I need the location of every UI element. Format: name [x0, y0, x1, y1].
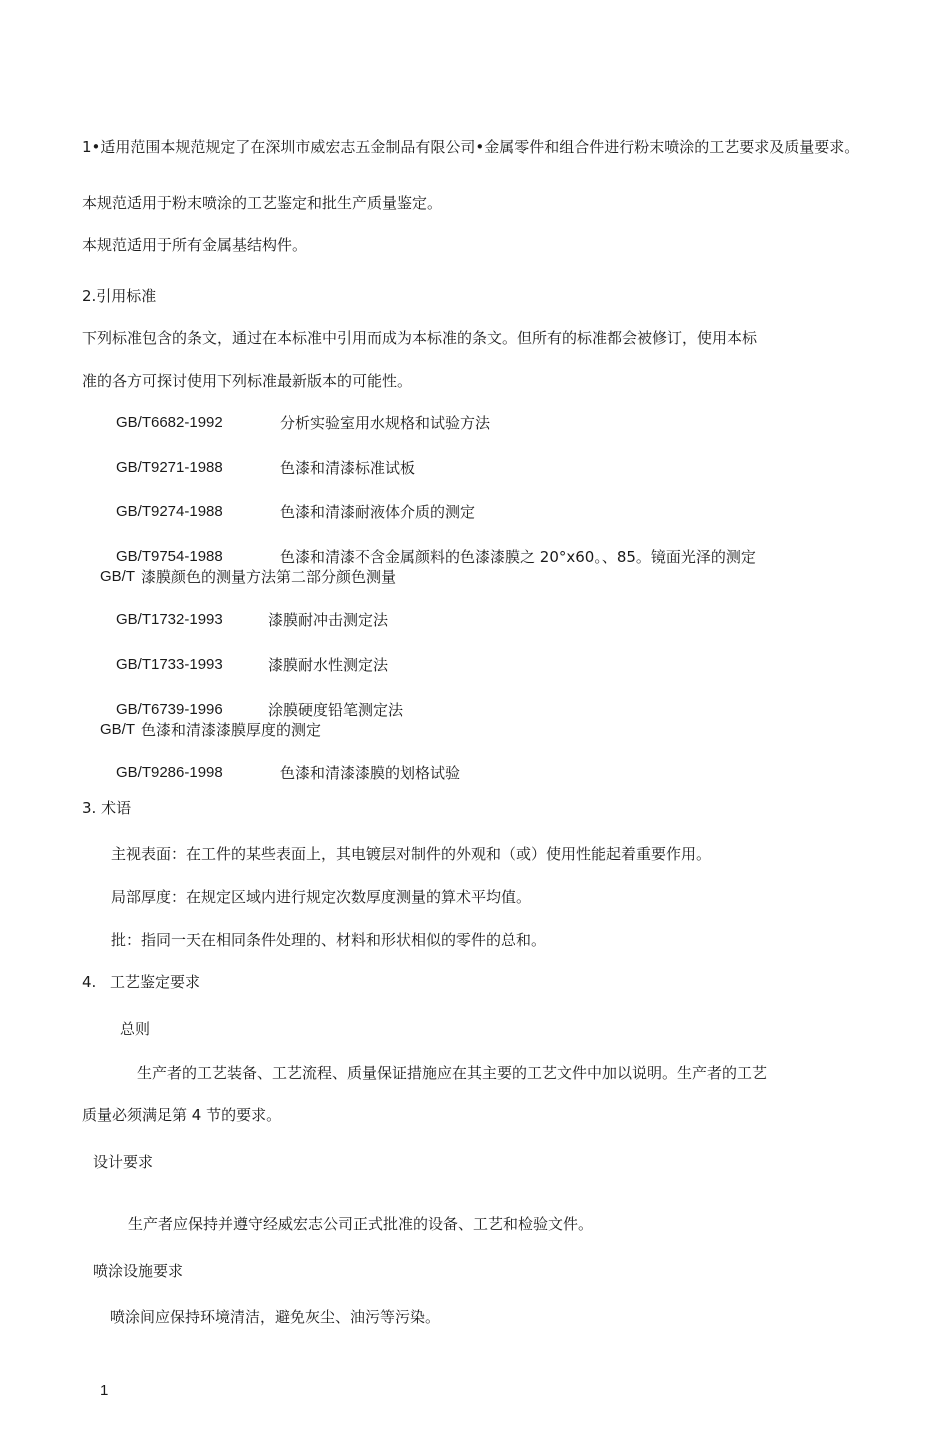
- ref-title-1: 分析实验室用水规格和试验方法: [280, 414, 491, 432]
- ref-title-8: 涂膜硬度铅笔测定法: [268, 701, 404, 719]
- term-batch: 批：指同一天在相同条件处理的、材料和形状相似的零件的总和。: [111, 931, 547, 949]
- ref-title-10: 色漆和清漆漆膜的划格试验: [280, 764, 461, 782]
- ref-code-6: GB/T1732-1993: [116, 611, 223, 628]
- general-text-line1: 生产者的工艺装备、工艺流程、质量保证措施应在其主要的工艺文件中加以说明。生产者的工艺: [137, 1064, 768, 1082]
- ref-code-7: GB/T1733-1993: [116, 656, 223, 673]
- design-text: 生产者应保持并遵守经威宏志公司正式批准的设备、工艺和检验文件。: [128, 1215, 594, 1233]
- ref-code-2: GB/T9271-1988: [116, 459, 223, 476]
- ref-title-5: 漆膜颜色的测量方法第二部分颜色测量: [141, 568, 397, 586]
- ref-title-9: 色漆和清漆漆膜厚度的测定: [141, 721, 322, 739]
- terms-heading: 3. 术语: [82, 799, 132, 817]
- design-heading: 设计要求: [93, 1153, 154, 1171]
- ref-title-7: 漆膜耐水性测定法: [268, 656, 389, 674]
- ref-title-2: 色漆和清漆标准试板: [280, 459, 416, 477]
- page-number: 1: [100, 1382, 109, 1399]
- references-intro-line1: 下列标准包含的条文，通过在本标准中引用而成为本标准的条文。但所有的标准都会被修订，使用本标: [82, 329, 758, 347]
- ref-code-8: GB/T6739-1996: [116, 701, 223, 718]
- ref-code-9: GB/T: [100, 721, 136, 738]
- spray-heading: 喷涂设施要求: [93, 1262, 184, 1280]
- spray-text: 喷涂间应保持环境清洁，避免灰尘、油污等污染。: [110, 1308, 441, 1326]
- ref-code-3: GB/T9274-1988: [116, 503, 223, 520]
- ref-title-4: 色漆和清漆不含金属颜料的色漆漆膜之 20°x60。、85。镜面光泽的测定: [280, 548, 756, 566]
- scope-paragraph: 1•适用范围本规范规定了在深圳市威宏志五金制品有限公司•金属零件和组合件进行粉末喷涂的工艺要求及质量要求。: [82, 138, 860, 156]
- references-intro-line2: 准的各方可探讨使用下列标准最新版本的可能性。: [82, 372, 413, 390]
- ref-title-6: 漆膜耐冲击测定法: [268, 611, 389, 629]
- scope-structures: 本规范适用于所有金属基结构件。: [82, 236, 308, 254]
- scope-applicability: 本规范适用于粉末喷涂的工艺鉴定和批生产质量鉴定。: [82, 194, 443, 212]
- ref-code-1: GB/T6682-1992: [116, 414, 223, 431]
- ref-code-4: GB/T9754-1988: [116, 548, 223, 565]
- ref-code-10: GB/T9286-1998: [116, 764, 223, 781]
- general-heading: 总则: [120, 1020, 151, 1038]
- term-local-thickness: 局部厚度：在规定区域内进行规定次数厚度测量的算术平均值。: [111, 888, 532, 906]
- process-heading: 工艺鉴定要求: [110, 973, 201, 991]
- general-text-line2: 质量必须满足第 4 节的要求。: [82, 1106, 282, 1124]
- references-heading: 2.引用标准: [82, 287, 157, 305]
- term-main-surface: 主视表面：在工件的某些表面上，其电镀层对制件的外观和（或）使用性能起着重要作用。: [111, 845, 712, 863]
- ref-code-5: GB/T: [100, 568, 136, 585]
- ref-title-3: 色漆和清漆耐液体介质的测定: [280, 503, 476, 521]
- process-heading-number: 4.: [82, 973, 97, 991]
